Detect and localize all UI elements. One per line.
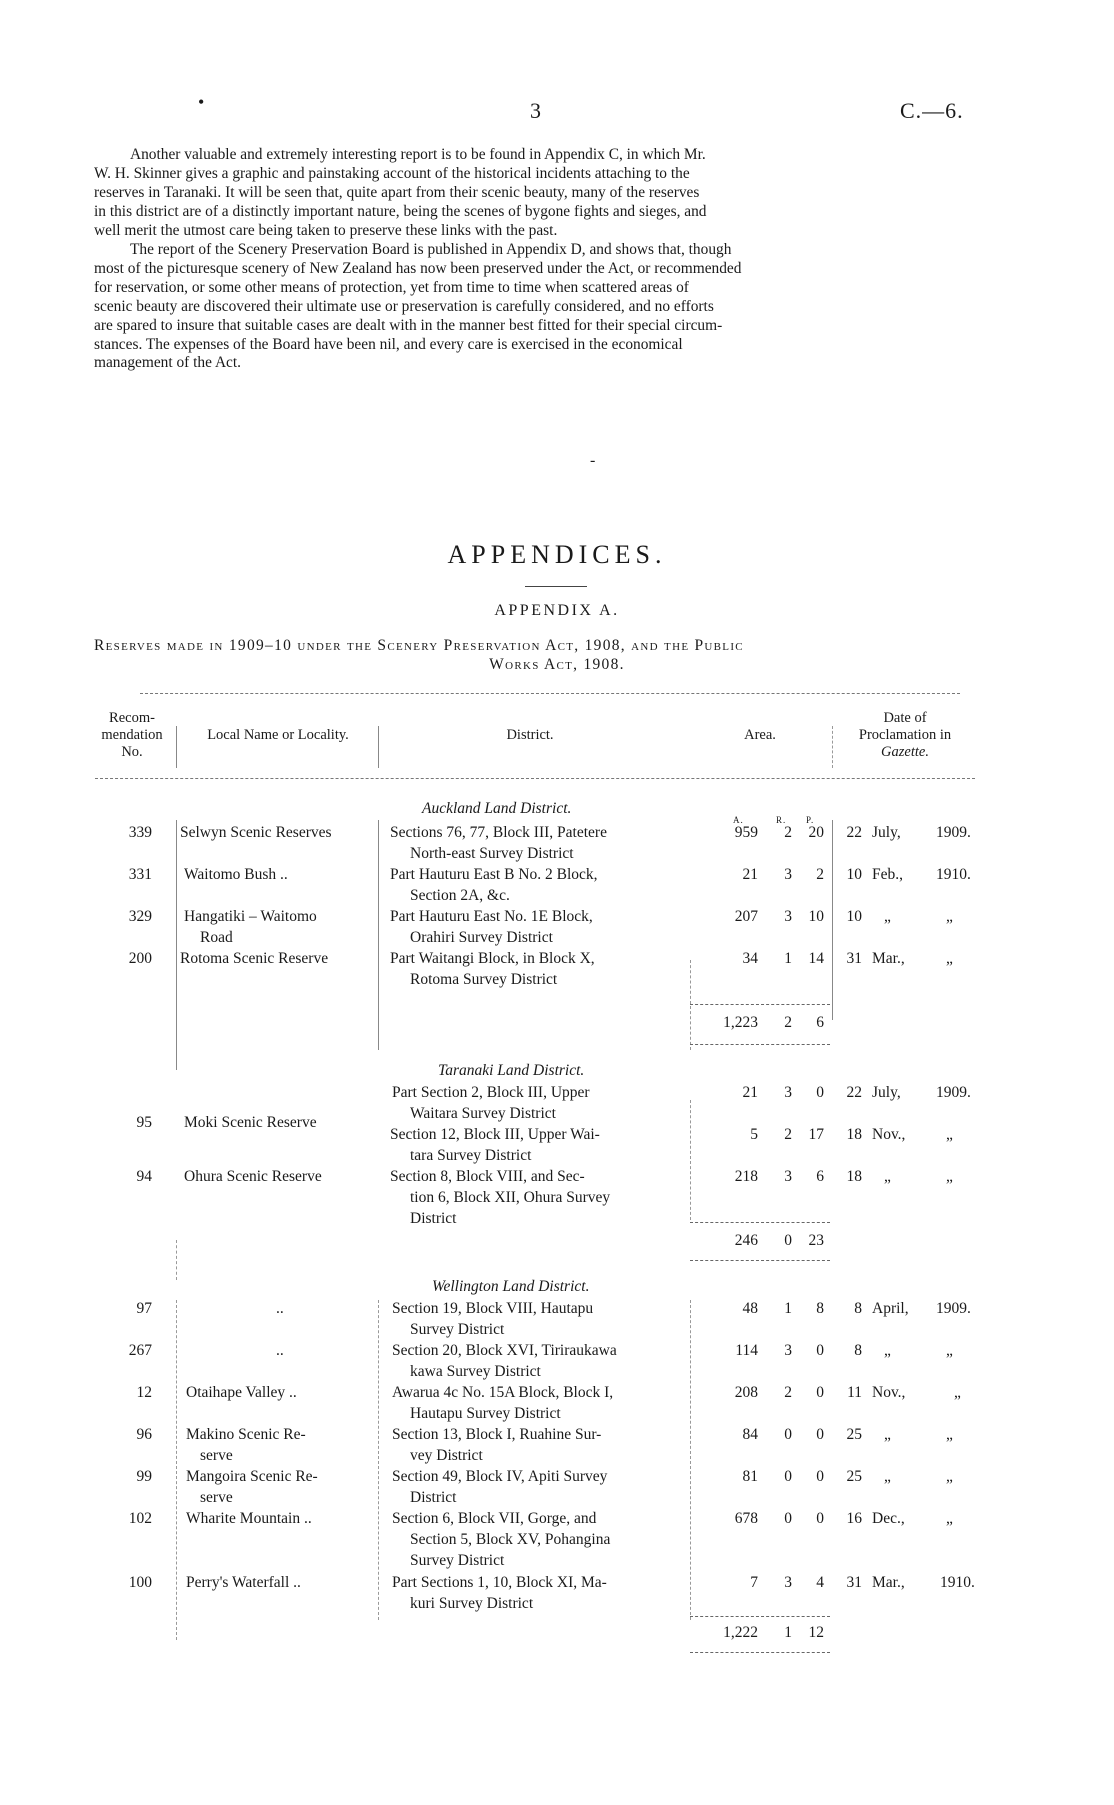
rec-no: 100 (128, 1574, 152, 1591)
col-sep (832, 726, 833, 768)
gazette-year: 1910. (936, 866, 971, 883)
para2-line: most of the picturesque scenery of New Zealand has now been preserved under the Act, or recommended (94, 259, 742, 277)
area-perches: 2 (816, 866, 824, 883)
district-desc: tion 6, Block XII, Ohura Survey (410, 1189, 611, 1206)
gazette-month: April, (872, 1300, 909, 1317)
district-desc: Survey District (410, 1321, 505, 1338)
total-acres: 1,223 (723, 1014, 758, 1031)
total-rule (690, 1260, 830, 1261)
header-bottom-rule (95, 778, 975, 779)
para2-line: The report of the Scenery Preservation Board is published in Appendix D, and shows that, though (130, 241, 732, 258)
para2-line: scenic beauty are discovered their ultimate use or preservation is carefully considered, and no efforts (94, 297, 714, 315)
header-rec-no (90, 710, 174, 761)
col-sep (690, 960, 691, 1050)
locality: serve (200, 1447, 233, 1464)
gazette-year: „ (946, 1342, 953, 1359)
area-acres: 114 (735, 1342, 758, 1359)
district-desc: Section 12, Block III, Upper Wai- (390, 1126, 600, 1143)
header-locality: Local Name or Locality. (207, 727, 349, 743)
area-perches: 10 (808, 908, 824, 925)
locality: Rotoma Scenic Reserve (180, 950, 329, 967)
locality: Road (200, 929, 233, 946)
district-desc: Section 13, Block I, Ruahine Sur- (392, 1426, 602, 1443)
district-desc: kuri Survey District (410, 1595, 534, 1612)
area-acres: 208 (734, 1384, 758, 1401)
header-rec-no-line: mendation (101, 727, 163, 743)
gazette-month: Dec., (872, 1510, 905, 1527)
gazette-year: 1909. (936, 1300, 971, 1317)
total-rule (690, 1044, 830, 1045)
locality: .. (276, 1342, 284, 1359)
gazette-day: 22 (846, 824, 862, 841)
rec-no: 94 (136, 1168, 152, 1185)
area-perches: 8 (816, 1300, 824, 1317)
district-desc: Section 5, Block XV, Pohangina (410, 1531, 611, 1548)
gazette-day: 16 (846, 1510, 862, 1527)
header-date-line: Proclamation in (858, 727, 952, 743)
district-desc: vey District (410, 1447, 483, 1464)
district-desc: Section 2A, &c. (410, 887, 510, 904)
gazette-day: 10 (846, 908, 862, 925)
gazette-day: 25 (846, 1426, 862, 1443)
locality: Makino Scenic Re- (186, 1426, 306, 1443)
area-perches: 17 (808, 1126, 824, 1143)
district-desc: Section 20, Block XVI, Tiriraukawa (392, 1342, 617, 1359)
district-desc: North-east Survey District (410, 845, 574, 862)
rec-no: 339 (128, 824, 152, 841)
district-desc: Orahiri Survey District (410, 929, 553, 946)
area-roods: 0 (784, 1510, 792, 1527)
locality: Selwyn Scenic Reserves (180, 824, 332, 841)
area-perches: 20 (808, 824, 824, 841)
para1-line: well merit the utmost care being taken to preserve these links with the past. (94, 221, 558, 239)
locality: Ohura Scenic Reserve (184, 1168, 322, 1185)
col-sep (176, 726, 177, 768)
gazette-month: „ (884, 908, 891, 925)
col-sep (832, 820, 833, 1020)
rec-no: 97 (136, 1300, 152, 1317)
appendix-a-heading: APPENDIX A. (494, 602, 620, 619)
district-desc: Part Hauturu East No. 1E Block, (390, 908, 593, 925)
gazette-day: 10 (846, 866, 862, 883)
table-caption-line1: Reserves made in 1909–10 under the Scenery Preservation Act, 1908, and the Public (94, 637, 744, 654)
district-desc: Sections 76, 77, Block III, Patetere (390, 824, 607, 841)
total-rule (690, 1652, 830, 1653)
area-acres: 21 (742, 866, 758, 883)
area-roods: 3 (784, 1574, 792, 1591)
gazette-year: 1909. (936, 1084, 971, 1101)
total-perches: 23 (808, 1232, 824, 1249)
area-roods: 3 (784, 908, 792, 925)
area-perches: 0 (816, 1426, 824, 1443)
gazette-day: 18 (846, 1126, 862, 1143)
rec-no: 329 (128, 908, 152, 925)
col-sep (176, 820, 177, 1070)
total-rule (690, 1222, 830, 1223)
gazette-year: „ (946, 1426, 953, 1443)
district-desc: Section 19, Block VIII, Hautapu (392, 1300, 594, 1317)
district-desc: Part Section 2, Block III, Upper (392, 1084, 590, 1101)
para1-line: W. H. Skinner gives a graphic and painstaking account of the historical incidents attaching to the (94, 164, 690, 182)
area-roods: 1 (784, 950, 792, 967)
area-perches: 4 (816, 1574, 824, 1591)
area-perches: 0 (816, 1384, 824, 1401)
area-roods: 3 (784, 866, 792, 883)
area-perches: 0 (816, 1342, 824, 1359)
table-top-rule (140, 693, 960, 694)
page-number: 3 (530, 98, 541, 123)
area-perches: 6 (816, 1168, 824, 1185)
header-date (830, 710, 980, 761)
gazette-day: 31 (846, 1574, 862, 1591)
locality: Waitomo Bush .. (184, 866, 288, 883)
total-acres: 246 (734, 1232, 758, 1249)
district-desc: District (410, 1489, 457, 1506)
col-sep (690, 1100, 691, 1220)
paragraph-appendix-c (94, 146, 974, 241)
rec-no: 331 (128, 866, 152, 883)
total-roods: 2 (784, 1014, 792, 1031)
rec-no: 267 (128, 1342, 152, 1359)
gazette-year: „ (946, 1510, 953, 1527)
para2-line: for reservation, or some other means of protection, yet from time to time when scattered areas of (94, 278, 689, 296)
district-desc: Hautapu Survey District (410, 1405, 561, 1422)
district-title-wellington: Wellington Land District. (432, 1278, 590, 1295)
separator-dash: - (590, 452, 596, 469)
district-desc: Waitara Survey District (410, 1105, 556, 1122)
gazette-month: „ (884, 1168, 891, 1185)
district-desc: Part Sections 1, 10, Block XI, Ma- (392, 1574, 607, 1591)
header-date-line: Gazette. (881, 744, 929, 760)
area-acres: 5 (750, 1126, 758, 1143)
locality: Hangatiki – Waitomo (184, 908, 317, 925)
district-desc: District (410, 1210, 457, 1227)
unit-roods: R. (776, 815, 787, 825)
total-roods: 0 (784, 1232, 792, 1249)
rec-no: 12 (136, 1384, 152, 1401)
gazette-month: Nov., (872, 1384, 906, 1401)
rec-no: 102 (128, 1510, 152, 1527)
gazette-day: 22 (846, 1084, 862, 1101)
district-desc: Section 49, Block IV, Apiti Survey (392, 1468, 608, 1485)
district-desc: Part Hauturu East B No. 2 Block, (390, 866, 598, 883)
area-roods: 0 (784, 1426, 792, 1443)
area-roods: 3 (784, 1168, 792, 1185)
unit-acres: A. (733, 815, 744, 825)
para1-line: reserves in Taranaki. It will be seen that, quite apart from their scenic beauty, many of the reserves (94, 183, 700, 201)
gazette-day: 18 (846, 1168, 862, 1185)
area-roods: 0 (784, 1468, 792, 1485)
para1-line: Another valuable and extremely interesting report is to be found in Appendix C, in which Mr. (130, 146, 706, 163)
header-district: District. (506, 727, 554, 743)
area-roods: 3 (784, 1342, 792, 1359)
bullet-mark: • (198, 92, 205, 112)
area-acres: 21 (742, 1084, 758, 1101)
total-roods: 1 (784, 1624, 792, 1641)
rec-no: 96 (136, 1426, 152, 1443)
gazette-month: July, (872, 824, 901, 841)
locality: Otaihape Valley .. (186, 1384, 297, 1401)
rec-no: 200 (128, 950, 152, 967)
gazette-year: „ (946, 1468, 953, 1485)
gazette-month: „ (884, 1426, 891, 1443)
district-desc: Part Waitangi Block, in Block X, (390, 950, 595, 967)
paragraph-appendix-d (94, 241, 974, 373)
gazette-month: „ (884, 1342, 891, 1359)
area-perches: 0 (816, 1468, 824, 1485)
area-perches: 0 (816, 1084, 824, 1101)
gazette-year: „ (954, 1384, 961, 1401)
total-rule (690, 1004, 830, 1005)
gazette-year: „ (946, 1126, 953, 1143)
district-desc: Awarua 4c No. 15A Block, Block I, (392, 1384, 614, 1401)
district-desc: tara Survey District (410, 1147, 532, 1164)
header-rec-no-line: Recom- (109, 710, 155, 726)
header-rec-no-line: No. (121, 744, 143, 760)
header-area: Area. (744, 727, 776, 743)
locality: Perry's Waterfall .. (186, 1574, 301, 1591)
area-roods: 2 (784, 1126, 792, 1143)
area-acres: 207 (734, 908, 758, 925)
total-rule (690, 1616, 830, 1617)
district-desc: Survey District (410, 1552, 505, 1569)
area-acres: 34 (742, 950, 758, 967)
rec-no: 99 (136, 1468, 152, 1485)
total-perches: 6 (816, 1014, 824, 1031)
gazette-day: 25 (846, 1468, 862, 1485)
district-desc: Rotoma Survey District (410, 971, 558, 988)
col-sep (690, 1300, 691, 1620)
area-acres: 678 (734, 1510, 758, 1527)
col-sep (378, 1300, 379, 1620)
area-acres: 48 (742, 1300, 758, 1317)
area-acres: 81 (742, 1468, 758, 1485)
unit-perches: P. (806, 815, 815, 825)
area-perches: 0 (816, 1510, 824, 1527)
table-caption-line2: Works Act, 1908. (489, 656, 625, 673)
district-desc: Section 6, Block VII, Gorge, and (392, 1510, 597, 1527)
district-title-auckland: Auckland Land District. (422, 800, 572, 817)
total-acres: 1,222 (723, 1624, 758, 1641)
district-title-taranaki: Taranaki Land District. (438, 1062, 585, 1079)
gazette-month: Mar., (872, 1574, 905, 1591)
gazette-year: „ (946, 950, 953, 967)
area-acres: 218 (734, 1168, 758, 1185)
gazette-year: „ (946, 908, 953, 925)
gazette-year: 1910. (940, 1574, 975, 1591)
locality: .. (276, 1300, 284, 1317)
para2-line: management of the Act. (94, 354, 242, 372)
gazette-day: 11 (847, 1384, 862, 1401)
area-roods: 2 (784, 824, 792, 841)
col-sep (378, 726, 379, 768)
col-sep (176, 1240, 177, 1280)
gazette-year: „ (946, 1168, 953, 1185)
gazette-day: 8 (854, 1342, 862, 1359)
gazette-day: 31 (846, 950, 862, 967)
area-roods: 1 (784, 1300, 792, 1317)
locality: Moki Scenic Reserve (184, 1114, 317, 1131)
gazette-month: Feb., (872, 866, 903, 883)
total-perches: 12 (808, 1624, 824, 1641)
col-sep (176, 1300, 177, 1640)
gazette-day: 8 (854, 1300, 862, 1317)
area-acres: 959 (734, 824, 758, 841)
header-date-line: Date of (883, 710, 927, 726)
document-reference: C.—6. (900, 98, 964, 123)
gazette-month: Nov., (872, 1126, 906, 1143)
locality: Mangoira Scenic Re- (186, 1468, 318, 1485)
gazette-month: July, (872, 1084, 901, 1101)
district-desc: kawa Survey District (410, 1363, 541, 1380)
heading-rule (525, 586, 587, 587)
para2-line: stances. The expenses of the Board have been nil, and every care is exercised in the economical (94, 335, 683, 353)
district-desc: Section 8, Block VIII, and Sec- (390, 1168, 585, 1185)
rec-no: 95 (136, 1114, 152, 1131)
gazette-month: Mar., (872, 950, 905, 967)
locality: Wharite Mountain .. (186, 1510, 312, 1527)
gazette-year: 1909. (936, 824, 971, 841)
col-sep (378, 820, 379, 1050)
area-acres: 84 (742, 1426, 758, 1443)
locality: serve (200, 1489, 233, 1506)
area-perches: 14 (808, 950, 824, 967)
para1-line: in this district are of a distinctly important nature, being the scenes of bygone fights and sieges, and (94, 202, 707, 220)
area-roods: 3 (784, 1084, 792, 1101)
area-roods: 2 (784, 1384, 792, 1401)
area-acres: 7 (750, 1574, 758, 1591)
para2-line: are spared to insure that suitable cases are dealt with in the manner best fitted for their special circum- (94, 316, 723, 334)
gazette-month: „ (884, 1468, 891, 1485)
appendices-heading: APPENDICES. (447, 540, 667, 569)
